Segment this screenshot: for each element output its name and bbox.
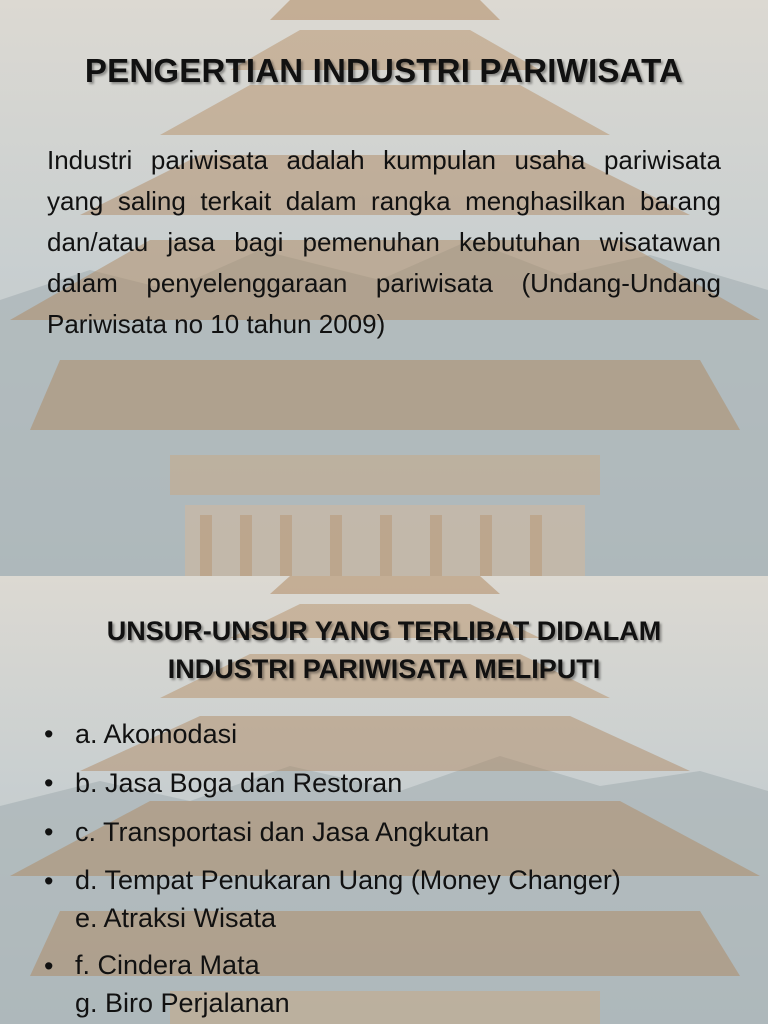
- section-title: [0, 612, 768, 688]
- list-item: [44, 946, 744, 1022]
- slide-title: PENGERTIAN INDUSTRI PARIWISATA: [84, 52, 684, 89]
- bullet-icon: •: [44, 817, 54, 847]
- list-item: [44, 812, 744, 852]
- list-item: [44, 763, 744, 803]
- bullet-icon: •: [44, 951, 54, 981]
- bullet-icon: •: [44, 866, 54, 896]
- list-item-label: f. Cindera Mata: [75, 950, 260, 980]
- list-item-label: d. Tempat Penukaran Uang (Money Changer): [75, 865, 621, 895]
- list-item: [44, 714, 744, 754]
- section-title-line-1: UNSUR-UNSUR YANG TERLIBAT DIDALAM: [106, 616, 662, 646]
- list-item-label: e. Atraksi Wisata: [75, 903, 277, 933]
- bullet-icon: •: [44, 719, 54, 749]
- list-item-label: a. Akomodasi: [75, 719, 238, 749]
- section-title-line-2: INDUSTRI PARIWISATA MELIPUTI: [167, 654, 601, 684]
- list-item-label: b. Jasa Boga dan Restoran: [75, 768, 403, 798]
- definition-paragraph: Industri pariwisata adalah kumpulan usaha pariwisata yang saling terkait dalam rangka menghasilkan barang dan/atau jasa bagi pemenuhan kebutuhan wisatawan dalam penyelenggaraan pariwisata (Undang-Undang Pariwisata no 10 tahun 2009): [47, 145, 721, 339]
- list-item-label: g. Biro Perjalanan: [75, 988, 290, 1018]
- list-item: [44, 861, 744, 937]
- list-item-label: c. Transportasi dan Jasa Angkutan: [75, 817, 490, 847]
- bullet-icon: •: [44, 768, 54, 798]
- elements-list: [44, 714, 744, 1031]
